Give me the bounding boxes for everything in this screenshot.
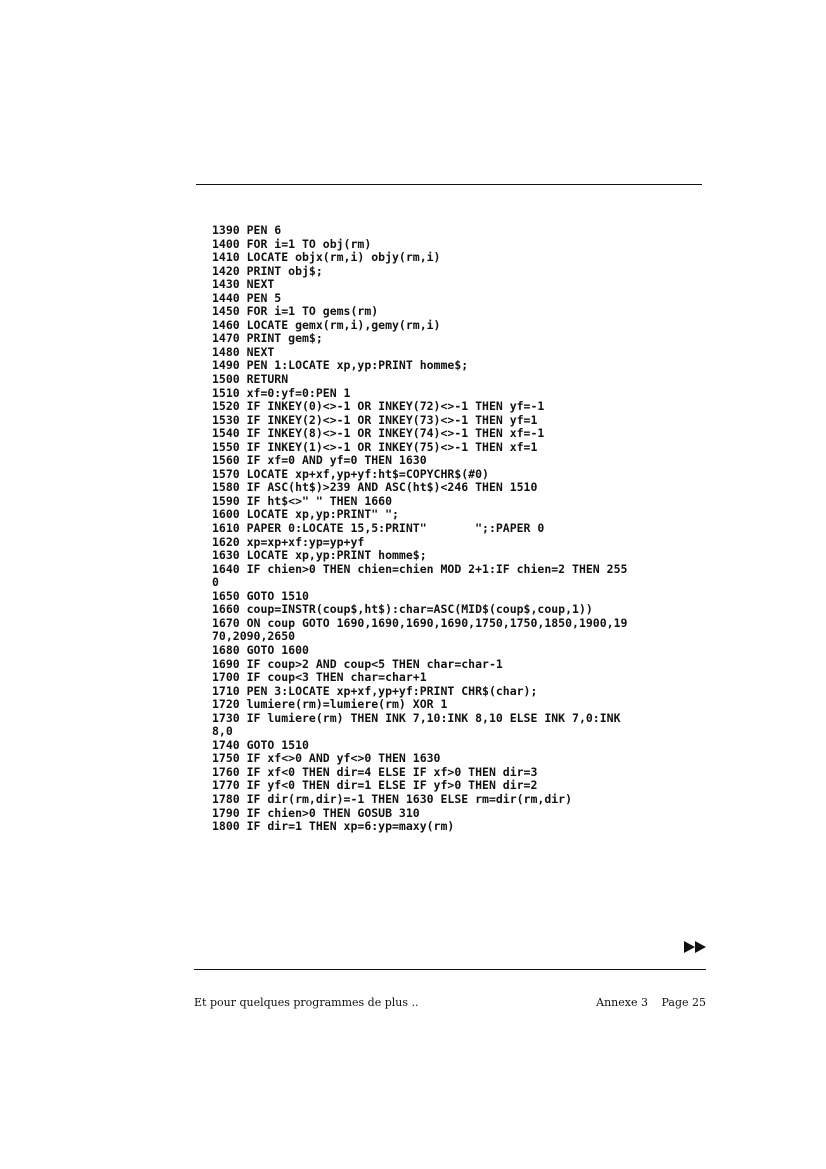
code-line: 1530 IF INKEY(2)<>-1 OR INKEY(73)<>-1 THEN yf=1 [212,412,538,427]
code-line: 1470 PRINT gem$; [212,331,323,346]
footer-section: Annexe 3 [596,996,648,1009]
code-line: 1400 FOR i=1 TO obj(rm) [212,236,372,251]
code-line: 1770 IF yf<0 THEN dir=1 ELSE IF yf>0 THEN dir=2 [212,778,538,793]
code-line: 1500 RETURN [212,372,289,387]
code-line: 1460 LOCATE gemx(rm,i),gemy(rm,i) [212,317,441,332]
code-line: 1510 xf=0:yf=0:PEN 1 [212,385,351,400]
footer-page-info [596,996,706,1009]
code-line: 1420 PRINT obj$; [212,263,323,278]
fast-forward-icon [684,940,708,954]
code-line: 1600 LOCATE xp,yp:PRINT" "; [212,507,399,522]
code-line: 1540 IF INKEY(8)<>-1 OR INKEY(74)<>-1 THEN xf=-1 [212,426,545,441]
code-line: 1390 PEN 6 [212,223,282,237]
code-line: 1790 IF chien>0 THEN GOSUB 310 [212,805,420,820]
code-line: 1730 IF lumiere(rm) THEN INK 7,10:INK 8,10 ELSE INK 7,0:INK [212,710,621,725]
basic-code-listing [212,224,627,834]
code-line: 1640 IF chien>0 THEN chien=chien MOD 2+1:IF chien=2 THEN 255 [212,561,628,576]
code-line: 1700 IF coup<3 THEN char=char+1 [212,670,427,685]
code-line: 1690 IF coup>2 AND coup<5 THEN char=char-1 [212,656,503,671]
top-divider [196,184,702,185]
code-line: 1450 FOR i=1 TO gems(rm) [212,304,379,319]
footer-page-number: Page 25 [661,996,706,1009]
code-line: 1590 IF ht$<>" " THEN 1660 [212,493,393,508]
code-line: 1800 IF dir=1 THEN xp=6:yp=maxy(rm) [212,819,455,834]
code-line: 1620 xp=xp+xf:yp=yp+yf [212,534,365,549]
code-line: 1410 LOCATE objx(rm,i) objy(rm,i) [212,250,441,265]
code-line: 1520 IF INKEY(0)<>-1 OR INKEY(72)<>-1 THEN yf=-1 [212,399,545,414]
code-line: 1720 lumiere(rm)=lumiere(rm) XOR 1 [212,697,448,712]
code-line: 1440 PEN 5 [212,290,282,305]
code-line: 1740 GOTO 1510 [212,737,309,752]
code-line: 8,0 [212,724,233,739]
code-line: 1550 IF INKEY(1)<>-1 OR INKEY(75)<>-1 THEN xf=1 [212,439,538,454]
code-line: 1660 coup=INSTR(coup$,ht$):char=ASC(MID$(coup$,coup,1)) [212,602,593,617]
code-line: 1780 IF dir(rm,dir)=-1 THEN 1630 ELSE rm=dir(rm,dir) [212,791,573,806]
code-line: 1710 PEN 3:LOCATE xp+xf,yp+yf:PRINT CHR$(char); [212,683,538,698]
code-line: 1630 LOCATE xp,yp:PRINT homme$; [212,548,427,563]
code-line: 1480 NEXT [212,344,275,359]
footer-title: Et pour quelques programmes de plus .. [194,996,419,1009]
code-line: 1570 LOCATE xp+xf,yp+yf:ht$=COPYCHR$(#0) [212,466,489,481]
code-line: 1610 PAPER 0:LOCATE 15,5:PRINT" ";:PAPER 0 [212,521,545,536]
code-line: 1750 IF xf<>0 AND yf<>0 THEN 1630 [212,751,441,766]
code-line: 1650 GOTO 1510 [212,588,309,603]
bottom-divider [194,969,706,970]
code-line: 1490 PEN 1:LOCATE xp,yp:PRINT homme$; [212,358,469,373]
code-line: 1680 GOTO 1600 [212,642,309,657]
code-line: 70,2090,2650 [212,629,296,644]
code-line: 0 [212,575,219,590]
code-line: 1670 ON coup GOTO 1690,1690,1690,1690,1750,1750,1850,1900,19 [212,615,628,630]
code-line: 1430 NEXT [212,277,275,292]
code-line: 1560 IF xf=0 AND yf=0 THEN 1630 [212,453,427,468]
code-line: 1760 IF xf<0 THEN dir=4 ELSE IF xf>0 THEN dir=3 [212,764,538,779]
code-line: 1580 IF ASC(ht$)>239 AND ASC(ht$)<246 THEN 1510 [212,480,538,495]
